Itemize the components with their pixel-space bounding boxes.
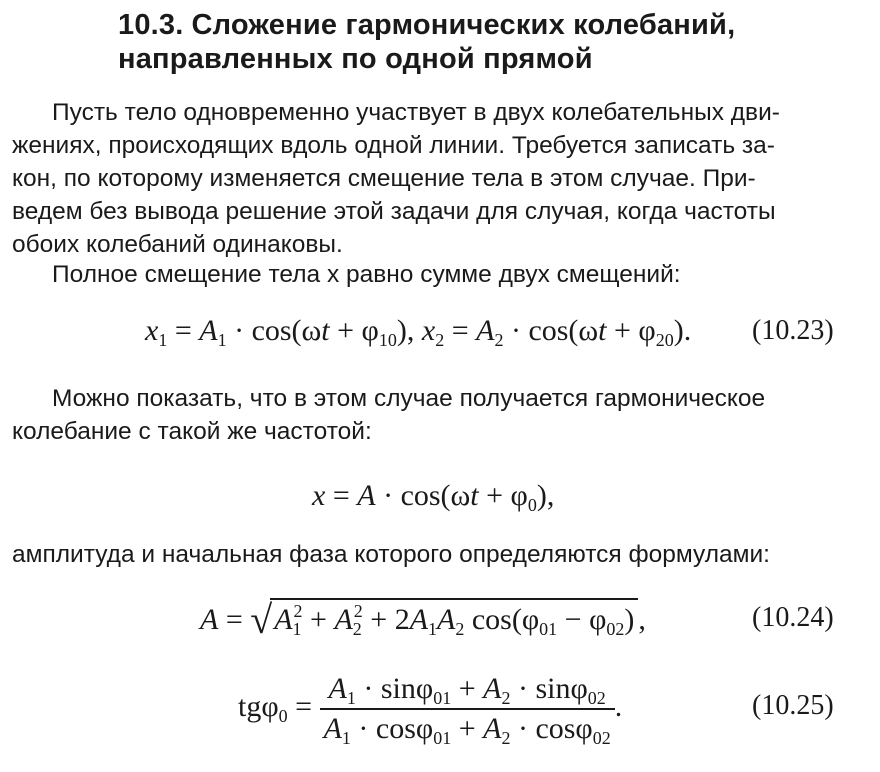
paragraph-line: жениях, происходящих вдоль одной линии. Требуется записать за- (12, 132, 775, 159)
section-title-line-1: Сложение гармонических колебаний, (191, 9, 736, 41)
equation-10-25: tgφ$_0$ = $\frac{A_1 \cdot \sin\varphi_{01} + A_2 \cdot \sin\varphi_{02}}{A_1 \cdot \cos\varphi_{01} + A_2 \cdot \cos\varphi_{02}}$ . (238, 672, 623, 748)
section-heading (118, 8, 735, 76)
paragraph-line: Полное смещение тела x равно сумме двух смещений: (52, 261, 681, 288)
equation-10-24: $A = √A_1^2 + A_2^2 + 2A_1A_2$ $\cos(\varphi_{01} - \varphi_{02})$ , (200, 597, 646, 642)
paragraph-total-displacement (52, 258, 681, 291)
paragraph-line: кон, по которому изменяется смещение тела в этом случае. При- (12, 165, 756, 192)
equation-number: (10.24) (752, 602, 834, 633)
paragraph-amplitude-phase (12, 538, 770, 571)
section-number: 10.3. (118, 9, 184, 41)
paragraph-harmonic (12, 382, 766, 448)
equation-number: (10.23) (752, 315, 834, 346)
paragraph-line: Пусть тело одновременно участвует в двух колебательных дви- (52, 99, 780, 126)
equation-number: (10.25) (752, 690, 834, 721)
paragraph-line: обоих колебаний одинаковы. (12, 231, 343, 258)
paragraph-line: амплитуда и начальная фаза которого определяются формулами: (12, 541, 770, 568)
paragraph-intro (12, 96, 780, 261)
paragraph-line: Можно показать, что в этом случае получается гармоническое (52, 385, 766, 412)
paragraph-line: колебание с такой же частотой: (12, 418, 372, 445)
paragraph-line: ведем без вывода решение этой задачи для случая, когда частоты (12, 198, 776, 225)
section-title-line-2: направленных по одной прямой (118, 43, 593, 75)
equation-10-23: $x_1 = A_1 \cdot \cos(\omega t + \varphi_{10})$, $x_2 = A_2 \cdot \cos(\omega t + \varphi_{20})$. (145, 314, 692, 350)
equation-resulting-oscillation: $x = A \cdot \cos(\omega t + \varphi_0)$, (312, 479, 555, 515)
